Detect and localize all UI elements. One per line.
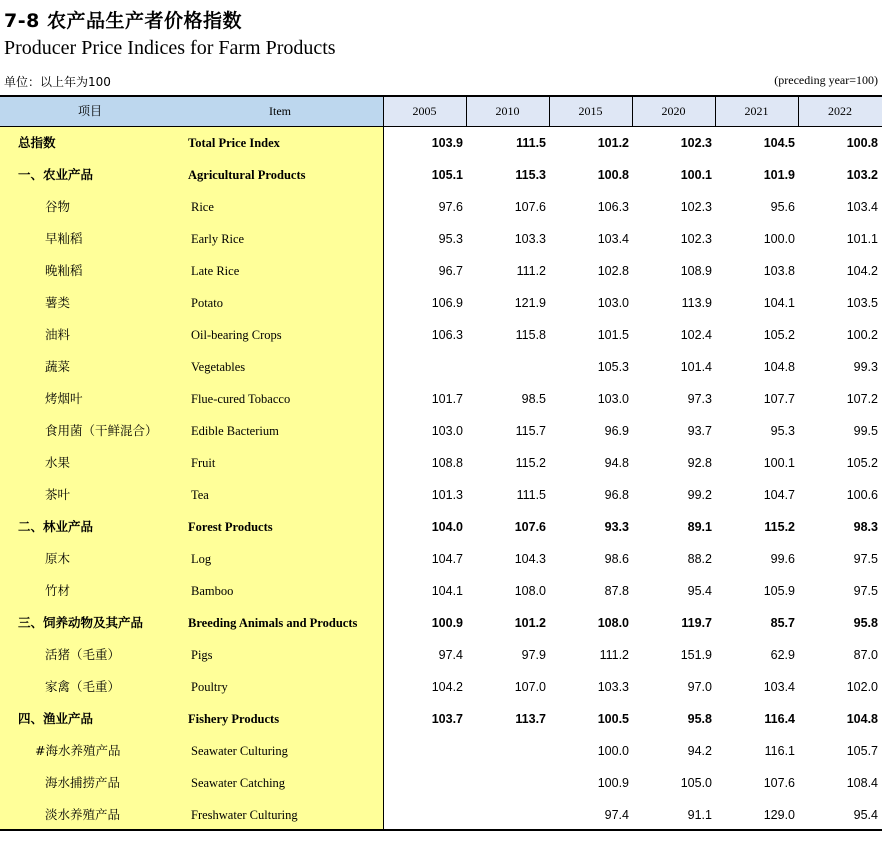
value-cell-2022: 97.5: [853, 584, 878, 598]
table-row: [0, 447, 882, 479]
value-cell-2022: 95.4: [853, 808, 878, 822]
value-cell-2022: 97.5: [853, 552, 878, 566]
value-cell-2020: 101.4: [680, 360, 712, 374]
value-cell-2022: 100.6: [846, 488, 878, 502]
value-cell-2020: 102.3: [680, 136, 712, 150]
table-row: [0, 479, 882, 511]
row-label-en: Flue-cured Tobacco: [191, 392, 291, 406]
value-cell-2015: 108.0: [597, 616, 629, 630]
value-cell-2022: 95.8: [853, 616, 878, 630]
value-cell-2021: 104.8: [763, 360, 795, 374]
value-cell-2022: 87.0: [853, 648, 878, 662]
value-cell-2015: 87.8: [604, 584, 629, 598]
value-cell-2015: 96.8: [604, 488, 629, 502]
value-cell-2020: 102.3: [680, 200, 712, 214]
value-cell-2015: 102.8: [597, 264, 629, 278]
value-cell-2005: 97.4: [438, 648, 463, 662]
value-cell-2015: 105.3: [597, 360, 629, 374]
value-cell-2021: 85.7: [770, 616, 795, 630]
table-row: [0, 383, 882, 415]
value-cell-2020: 151.9: [680, 648, 712, 662]
row-label-cn: #海水养殖产品: [35, 743, 121, 758]
value-cell-2005: [393, 799, 463, 831]
table-row: [0, 639, 882, 671]
value-cell-2010: 103.3: [514, 232, 546, 246]
value-cell-2021: 104.5: [763, 136, 795, 150]
row-label-cn: 三、饲养动物及其产品: [18, 615, 144, 630]
value-cell-2020: 88.2: [687, 552, 712, 566]
value-cell-2021: 100.0: [763, 232, 795, 246]
value-cell-2021: 129.0: [763, 808, 795, 822]
value-cell-2005: 104.0: [431, 520, 463, 534]
value-cell-2010: 98.5: [521, 392, 546, 406]
value-cell-2010: [476, 351, 546, 383]
value-cell-2021: 105.2: [763, 328, 795, 342]
value-cell-2021: 116.1: [764, 744, 795, 758]
table-row: [0, 799, 882, 831]
row-label-en: Poultry: [191, 680, 228, 694]
row-label-en: Total Price Index: [188, 136, 280, 150]
value-cell-2010: 115.3: [515, 168, 546, 182]
header-item-cn: 项目: [77, 104, 102, 118]
table-title-cn: 7-8 农产品生产者价格指数: [4, 10, 242, 32]
value-cell-2005: 103.0: [431, 424, 463, 438]
value-cell-2022: 105.2: [846, 456, 878, 470]
value-cell-2015: 96.9: [604, 424, 629, 438]
table-title-en: Producer Price Indices for Farm Products: [4, 37, 336, 59]
value-cell-2022: 103.4: [846, 200, 878, 214]
header-year-2015: 2015: [578, 104, 603, 118]
header-year-2005: 2005: [412, 104, 437, 118]
row-label-cn: 茶叶: [45, 487, 71, 502]
header-item-en: Item: [269, 104, 291, 118]
value-cell-2005: 104.1: [431, 584, 463, 598]
value-cell-2021: 116.4: [764, 712, 795, 726]
value-cell-2020: 99.2: [687, 488, 712, 502]
row-label-en: Breeding Animals and Products: [188, 616, 358, 630]
value-cell-2015: 101.2: [597, 136, 629, 150]
value-cell-2021: 104.1: [763, 296, 795, 310]
value-cell-2021: 99.6: [770, 552, 795, 566]
value-cell-2015: 100.0: [597, 744, 629, 758]
value-cell-2015: 97.4: [604, 808, 629, 822]
value-cell-2015: 98.6: [604, 552, 629, 566]
column-divider: [466, 97, 467, 126]
table-row: [0, 511, 882, 543]
row-label-en: Pigs: [191, 648, 213, 662]
row-label-en: Potato: [191, 296, 223, 310]
row-label-en: Vegetables: [191, 360, 246, 374]
value-cell-2005: 103.9: [431, 136, 463, 150]
row-label-cn: 总指数: [18, 135, 56, 150]
row-label-en: Agricultural Products: [188, 168, 306, 182]
value-cell-2005: 101.7: [431, 392, 463, 406]
value-cell-2020: 102.3: [680, 232, 712, 246]
value-cell-2010: 121.9: [514, 296, 546, 310]
value-cell-2010: 107.6: [514, 520, 546, 534]
value-cell-2021: 105.9: [763, 584, 795, 598]
column-divider: [715, 97, 716, 126]
value-cell-2010: 111.5: [516, 136, 546, 150]
value-cell-2015: 100.9: [597, 776, 629, 790]
row-label-en: Seawater Catching: [191, 776, 286, 790]
value-cell-2022: 101.1: [846, 232, 878, 246]
value-cell-2020: 94.2: [687, 744, 712, 758]
row-label-cn: 竹材: [45, 583, 71, 598]
value-cell-2005: 106.9: [431, 296, 463, 310]
row-label-cn: 食用菌（干鲜混合）: [45, 423, 158, 438]
value-cell-2020: 91.1: [687, 808, 712, 822]
value-cell-2010: [476, 799, 546, 831]
value-cell-2015: 103.0: [597, 296, 629, 310]
value-cell-2010: 107.6: [514, 200, 546, 214]
row-label-en: Log: [191, 552, 212, 566]
row-label-cn: 原木: [45, 551, 71, 566]
row-label-cn: 油料: [45, 327, 71, 342]
row-label-cn: 薯类: [45, 295, 71, 310]
table-row: [0, 351, 882, 383]
table-row: [0, 319, 882, 351]
row-label-cn: 家禽（毛重）: [45, 679, 121, 694]
value-cell-2015: 100.5: [597, 712, 629, 726]
header-year-2022: 2022: [828, 104, 852, 118]
value-cell-2010: 104.3: [514, 552, 546, 566]
value-cell-2020: 89.1: [687, 520, 712, 534]
value-cell-2022: 99.3: [853, 360, 878, 374]
row-label-cn: 水果: [45, 455, 71, 470]
value-cell-2020: 100.1: [680, 168, 712, 182]
value-cell-2020: 97.3: [687, 392, 712, 406]
value-cell-2021: 107.6: [763, 776, 795, 790]
value-cell-2010: 115.8: [515, 328, 546, 342]
table-row: [0, 415, 882, 447]
value-cell-2005: 104.7: [431, 552, 463, 566]
row-label-cn: 晚籼稻: [45, 263, 83, 278]
column-divider: [549, 97, 550, 126]
value-cell-2020: 93.7: [687, 424, 712, 438]
value-cell-2022: 108.4: [846, 776, 878, 790]
value-cell-2005: [393, 767, 463, 799]
value-cell-2015: 103.4: [597, 232, 629, 246]
value-cell-2022: 98.3: [853, 520, 878, 534]
column-divider: [632, 97, 633, 126]
unit-label-cn: 单位：以上年为100: [4, 75, 111, 89]
value-cell-2005: 95.3: [438, 232, 463, 246]
table-row: [0, 287, 882, 319]
row-label-cn: 一、农业产品: [18, 167, 94, 182]
row-label-cn: 蔬菜: [45, 359, 71, 374]
unit-label-en: (preceding year=100): [774, 73, 878, 87]
value-cell-2005: [393, 351, 463, 383]
value-cell-2005: 97.6: [438, 200, 463, 214]
value-cell-2020: 105.0: [680, 776, 712, 790]
value-cell-2022: 104.2: [846, 264, 878, 278]
row-label-cn: 早籼稻: [45, 231, 83, 246]
value-cell-2020: 119.7: [681, 616, 712, 630]
value-cell-2010: 115.2: [515, 456, 546, 470]
table-row: [0, 735, 882, 767]
value-cell-2005: 105.1: [431, 168, 463, 182]
value-cell-2020: 95.4: [687, 584, 712, 598]
row-label-cn: 淡水养殖产品: [45, 807, 121, 822]
value-cell-2022: 99.5: [853, 424, 878, 438]
value-cell-2005: [393, 735, 463, 767]
value-cell-2005: 101.3: [431, 488, 463, 502]
table-row: [0, 607, 882, 639]
table-row: [0, 159, 882, 191]
value-cell-2021: 103.4: [763, 680, 795, 694]
row-label-cn: 烤烟叶: [45, 391, 83, 406]
table-row: [0, 575, 882, 607]
row-label-en: Seawater Culturing: [191, 744, 288, 758]
row-label-cn: 二、林业产品: [18, 519, 94, 534]
value-cell-2010: 101.2: [514, 616, 546, 630]
value-cell-2022: 102.0: [846, 680, 878, 694]
value-cell-2022: 105.7: [846, 744, 878, 758]
value-cell-2005: 96.7: [438, 264, 463, 278]
row-label-en: Fishery Products: [188, 712, 280, 726]
value-cell-2015: 93.3: [604, 520, 629, 534]
value-cell-2010: 107.0: [514, 680, 546, 694]
value-cell-2021: 104.7: [763, 488, 795, 502]
table-row: [0, 191, 882, 223]
row-label-en: Tea: [191, 488, 209, 502]
value-cell-2022: 100.2: [846, 328, 878, 342]
value-cell-2020: 97.0: [687, 680, 712, 694]
value-cell-2015: 106.3: [597, 200, 629, 214]
row-label-en: Fruit: [191, 456, 216, 470]
value-cell-2005: 103.7: [431, 712, 463, 726]
row-label-en: Early Rice: [191, 232, 245, 246]
table-row: [0, 767, 882, 799]
value-cell-2022: 100.8: [846, 136, 878, 150]
column-divider: [798, 97, 799, 126]
value-cell-2010: 113.7: [515, 712, 546, 726]
value-cell-2022: 104.8: [846, 712, 878, 726]
table-row: [0, 223, 882, 255]
value-cell-2005: 100.9: [431, 616, 463, 630]
header-year-2020: 2020: [661, 104, 686, 118]
value-cell-2015: 94.8: [604, 456, 629, 470]
value-cell-2021: 101.9: [763, 168, 795, 182]
value-cell-2005: 104.2: [431, 680, 463, 694]
value-cell-2020: 113.9: [681, 296, 712, 310]
row-label-en: Rice: [191, 200, 214, 214]
row-label-cn: 四、渔业产品: [18, 711, 94, 726]
value-cell-2010: 111.5: [516, 488, 546, 502]
value-cell-2021: 95.6: [770, 200, 795, 214]
row-label-cn: 活猪（毛重）: [45, 647, 121, 662]
value-cell-2010: 108.0: [514, 584, 546, 598]
header-year-2010: 2010: [495, 104, 520, 118]
value-cell-2015: 111.2: [599, 648, 629, 662]
value-cell-2021: 95.3: [770, 424, 795, 438]
value-cell-2005: 106.3: [431, 328, 463, 342]
header-year-2021: 2021: [744, 104, 769, 118]
value-cell-2010: 97.9: [521, 648, 546, 662]
value-cell-2010: [476, 735, 546, 767]
row-label-cn: 海水捕捞产品: [45, 775, 121, 790]
value-cell-2022: 103.2: [846, 168, 878, 182]
row-label-cn: 谷物: [45, 199, 71, 214]
value-cell-2015: 103.3: [597, 680, 629, 694]
value-cell-2022: 107.2: [846, 392, 878, 406]
table-row: [0, 255, 882, 287]
row-label-en: Freshwater Culturing: [191, 808, 298, 822]
value-cell-2022: 103.5: [846, 296, 878, 310]
value-cell-2021: 103.8: [763, 264, 795, 278]
value-cell-2020: 95.8: [687, 712, 712, 726]
value-cell-2021: 107.7: [763, 392, 795, 406]
value-cell-2015: 103.0: [597, 392, 629, 406]
table-row: [0, 127, 882, 159]
value-cell-2020: 92.8: [687, 456, 712, 470]
table-row: [0, 543, 882, 575]
value-cell-2005: 108.8: [431, 456, 463, 470]
value-cell-2015: 100.8: [597, 168, 629, 182]
row-label-en: Oil-bearing Crops: [191, 328, 282, 342]
row-label-en: Edible Bacterium: [191, 424, 279, 438]
value-cell-2020: 102.4: [680, 328, 712, 342]
value-cell-2010: 115.7: [515, 424, 546, 438]
row-label-en: Late Rice: [191, 264, 240, 278]
value-cell-2015: 101.5: [597, 328, 629, 342]
table-row: [0, 703, 882, 735]
value-cell-2021: 115.2: [764, 520, 795, 534]
row-label-en: Forest Products: [188, 520, 273, 534]
row-label-en: Bamboo: [191, 584, 234, 598]
value-cell-2021: 62.9: [770, 648, 795, 662]
value-cell-2010: [476, 767, 546, 799]
value-cell-2021: 100.1: [763, 456, 795, 470]
value-cell-2020: 108.9: [680, 264, 712, 278]
value-cell-2010: 111.2: [516, 264, 546, 278]
table-row: [0, 671, 882, 703]
